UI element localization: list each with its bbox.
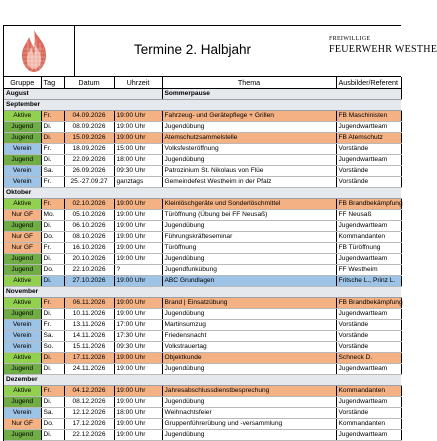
table-row [4,144,401,155]
day-cell: Di. [41,133,64,144]
instructor-cell: Schneck D. [336,353,401,364]
instructor-cell: FB Brandbekämpfung [336,298,401,309]
page-title: Termine 2. Halbjahr [134,42,252,57]
time-cell: 19:00 Uhr [114,276,162,287]
day-cell: Di. [41,397,64,408]
topic-cell: Jugendübung [162,254,336,265]
month-header-row [4,188,401,199]
table-row [4,166,401,177]
group-cell: Jugend [4,430,41,441]
group-cell: Verein [4,342,41,353]
topic-cell: Atemschutzsammelstelle [162,133,336,144]
table-row [4,199,401,210]
time-cell: ganztags [114,177,162,188]
table-row [4,177,401,188]
group-cell: Aktive [4,276,41,287]
date-cell: 17.12.2026 [64,419,114,430]
time-cell: 09:30 Uhr [114,166,162,177]
group-cell: Nur GF [4,232,41,243]
topic-cell: ABC Grundlagen [162,276,336,287]
time-cell: 19:00 Uhr [114,111,162,122]
table-row [4,133,401,144]
topic-cell: Jugendübung [162,430,336,441]
topic-cell: Türöffnung [162,243,336,254]
group-cell: Verein [4,320,41,331]
date-cell: 10.11.2026 [64,309,114,320]
table-row [4,276,401,287]
group-cell: Nur GF [4,243,41,254]
time-cell: 19:00 Uhr [114,397,162,408]
table-row [4,243,401,254]
time-cell: 19:00 Uhr [114,122,162,133]
time-cell: 19:00 Uhr [114,309,162,320]
brand-line-1: FREIWILLIGE [329,36,371,42]
instructor-cell: Vorstände [336,177,401,188]
group-cell: Verein [4,408,41,419]
topic-cell: Objektkunde [162,353,336,364]
brand-logo-text [329,36,437,55]
column-header-uhrzeit: Uhrzeit [114,77,162,89]
group-cell: Jugend [4,254,41,265]
time-cell: 19:00 Uhr [114,364,162,375]
group-cell: Jugend [4,397,41,408]
instructor-cell: Vorstände [336,408,401,419]
instructor-cell: FB Maschinisten [336,111,401,122]
table-row [4,221,401,232]
day-cell: Do. [41,232,64,243]
group-cell: Nur GF [4,419,41,430]
date-cell: 04.12.2026 [64,386,114,397]
date-cell: 06.10.2026 [64,221,114,232]
month-label: November [4,287,401,298]
date-cell: 15.11.2026 [64,342,114,353]
date-cell: 24.11.2026 [64,364,114,375]
date-cell: 08.10.2026 [64,232,114,243]
table-row [4,419,401,430]
time-cell: 19:00 Uhr [114,199,162,210]
day-cell: Di. [41,276,64,287]
topic-cell: Jugendübung [162,309,336,320]
topic-cell: Volkstrauertag [162,342,336,353]
month-header-row [4,375,401,386]
group-cell: Jugend [4,133,41,144]
table-row [4,254,401,265]
group-cell: Jugend [4,155,41,166]
table-row [4,408,401,419]
month-header-row [4,100,401,111]
topic-cell: Friedensnacht [162,331,336,342]
table-row [4,320,401,331]
date-cell: 22.09.2026 [64,155,114,166]
table-row [4,331,401,342]
time-cell: 19:00 Uhr [114,232,162,243]
column-header-ausbilder: Ausbilder/Referent [336,77,401,89]
day-cell: Di. [41,155,64,166]
topic-cell: Führungskräfteseminar [162,232,336,243]
instructor-cell: Vorstände [336,320,401,331]
day-cell: Do. [41,265,64,276]
topic-cell: Jugendübung [162,122,336,133]
time-cell: 19:00 Uhr [114,243,162,254]
day-cell: Fr. [41,111,64,122]
date-cell: 20.10.2026 [64,254,114,265]
schedule-table [4,77,402,441]
day-cell: Sa. [41,166,64,177]
date-cell: 25.-27.09.27 [64,177,114,188]
schedule-sheet [3,25,437,441]
topic-cell: Martinsumzug [162,320,336,331]
group-cell: Jugend [4,265,41,276]
date-cell: 16.10.2026 [64,243,114,254]
topic-cell: Jugendübung [162,221,336,232]
instructor-cell: FB Türöffnung [336,243,401,254]
topic-cell: Patrozinium St. Nikolaus von Flüe [162,166,336,177]
time-cell: 19:00 Uhr [114,298,162,309]
day-cell: So. [41,342,64,353]
time-cell: 19:00 Uhr [114,254,162,265]
month-header-row [4,89,401,100]
group-cell: Jugend [4,221,41,232]
instructor-cell: Jugendwartteam [336,430,401,441]
day-cell: Di. [41,309,64,320]
date-cell: 12.12.2026 [64,408,114,419]
group-cell: Jugend [4,309,41,320]
instructor-cell: FF Westheim [336,265,401,276]
table-row [4,353,401,364]
table-row [4,309,401,320]
group-cell: Jugend [4,122,41,133]
instructor-cell: Jugendwartteam [336,122,401,133]
group-cell: Verein [4,166,41,177]
date-cell: 05.10.2026 [64,210,114,221]
topic-cell: Brand | Einsatzübung [162,298,336,309]
table-row [4,386,401,397]
group-cell: Aktive [4,199,41,210]
topic-cell: Fahrzeug- und Gerätepflege + Grillen [162,111,336,122]
month-label: August [4,89,162,100]
time-cell: 18:00 Uhr [114,408,162,419]
sheet-header [4,25,437,77]
month-label: September [4,100,401,111]
table-row [4,397,401,408]
instructor-cell: Kommandanten [336,232,401,243]
table-row [4,298,401,309]
date-cell: 27.10.2026 [64,276,114,287]
topic-cell: Jugendübung [162,397,336,408]
instructor-cell: FF Neusaß [336,210,401,221]
month-label: Dezember [4,375,401,386]
topic-cell: Jahresabschlussdienstbesprechung [162,386,336,397]
time-cell: 19:00 Uhr [114,430,162,441]
day-cell: Di. [41,254,64,265]
date-cell: 04.09.2026 [64,111,114,122]
instructor-cell: Vorstände [336,331,401,342]
table-row [4,111,401,122]
month-label: Oktober [4,188,401,199]
date-cell: 17.11.2026 [64,353,114,364]
date-cell: 14.11.2026 [64,331,114,342]
instructor-cell: Vorstände [336,342,401,353]
date-cell: 15.09.2026 [64,133,114,144]
topic-cell: Jugendübung [162,155,336,166]
column-header-thema: Thema [162,77,336,89]
group-cell: Verein [4,177,41,188]
day-cell: Fr. [41,177,64,188]
table-row [4,265,401,276]
day-cell: Fr. [41,243,64,254]
date-cell: 18.09.2026 [64,144,114,155]
time-cell: 18:00 Uhr [114,155,162,166]
time-cell: 17:00 Uhr [114,320,162,331]
time-cell: 17:30 Uhr [114,331,162,342]
day-cell: Mo. [41,210,64,221]
instructor-cell: Kommandanten [336,386,401,397]
day-cell: Di. [41,430,64,441]
time-cell: 19:00 Uhr [114,419,162,430]
month-note: Sommerpause [162,89,401,100]
time-cell: 09:30 Uhr [114,342,162,353]
instructor-cell: Vorstände [336,166,401,177]
table-row [4,232,401,243]
group-cell: Aktive [4,111,41,122]
day-cell: Fr. [41,386,64,397]
day-cell: Fr. [41,298,64,309]
group-cell: Aktive [4,353,41,364]
date-cell: 26.09.2026 [64,166,114,177]
day-cell: Sa. [41,408,64,419]
instructor-cell: Vorstände [336,144,401,155]
table-row [4,364,401,375]
topic-cell: Jugendfunkübung [162,265,336,276]
time-cell: ? [114,265,162,276]
date-cell: 13.11.2026 [64,320,114,331]
brand-line-2: FEUERWEHR WESTHE [329,44,437,55]
topic-cell: Türöffnung (Übung bei FF Neusaß) [162,210,336,221]
date-cell: 22.12.2026 [64,430,114,441]
day-cell: Di. [41,122,64,133]
time-cell: 19:00 Uhr [114,386,162,397]
day-cell: Di. [41,221,64,232]
instructor-cell: FB Brandbekämpfung [336,199,401,210]
column-header-tag: Tag [41,77,64,89]
instructor-cell: Jugendwartteam [336,309,401,320]
instructor-cell: Jugendwartteam [336,254,401,265]
flame-logo-icon [16,29,52,73]
instructor-cell: Jugendwartteam [336,397,401,408]
group-cell: Nur GF [4,210,41,221]
topic-cell: Weihnachtsfeier [162,408,336,419]
instructor-cell: Jugendwartteam [336,364,401,375]
day-cell: Sa. [41,331,64,342]
table-row [4,122,401,133]
date-cell: 02.10.2026 [64,199,114,210]
instructor-cell: Jugendwartteam [336,221,401,232]
column-header-gruppe: Gruppe [4,77,41,89]
instructor-cell: Kommandanten [336,419,401,430]
column-header-datum: Datum [64,77,114,89]
date-cell: 22.10.2026 [64,265,114,276]
topic-cell: Volksfesteröffnung [162,144,336,155]
table-row [4,210,401,221]
instructor-cell: Jugendwartteam [336,155,401,166]
instructor-cell: Fritsche L., Prinz L. [336,276,401,287]
topic-cell: Kleinlöschgeräte und Sonderlöschmittel [162,199,336,210]
date-cell: 06.11.2026 [64,298,114,309]
day-cell: Do. [41,419,64,430]
date-cell: 08.12.2026 [64,397,114,408]
instructor-cell: FB Atemschutz [336,133,401,144]
time-cell: 19:00 Uhr [114,210,162,221]
topic-cell: Gruppenführerübung und -versammlung [162,419,336,430]
table-row [4,430,401,441]
day-cell: Di. [41,353,64,364]
table-row [4,155,401,166]
column-header-row [4,77,401,89]
day-cell: Fr. [41,320,64,331]
topic-cell: Jugendübung [162,364,336,375]
group-cell: Verein [4,144,41,155]
date-cell: 08.09.2026 [64,122,114,133]
group-cell: Aktive [4,298,41,309]
time-cell: 19:00 Uhr [114,133,162,144]
group-cell: Aktive [4,386,41,397]
month-header-row [4,287,401,298]
table-row [4,342,401,353]
day-cell: Di. [41,364,64,375]
time-cell: 19:00 Uhr [114,221,162,232]
group-cell: Verein [4,331,41,342]
day-cell: Fr. [41,199,64,210]
day-cell: Fr. [41,144,64,155]
group-cell: Jugend [4,364,41,375]
time-cell: 19:00 Uhr [114,353,162,364]
time-cell: 15:00 Uhr [114,144,162,155]
topic-cell: Gemeindefest Westheim in der Pfalz [162,177,336,188]
